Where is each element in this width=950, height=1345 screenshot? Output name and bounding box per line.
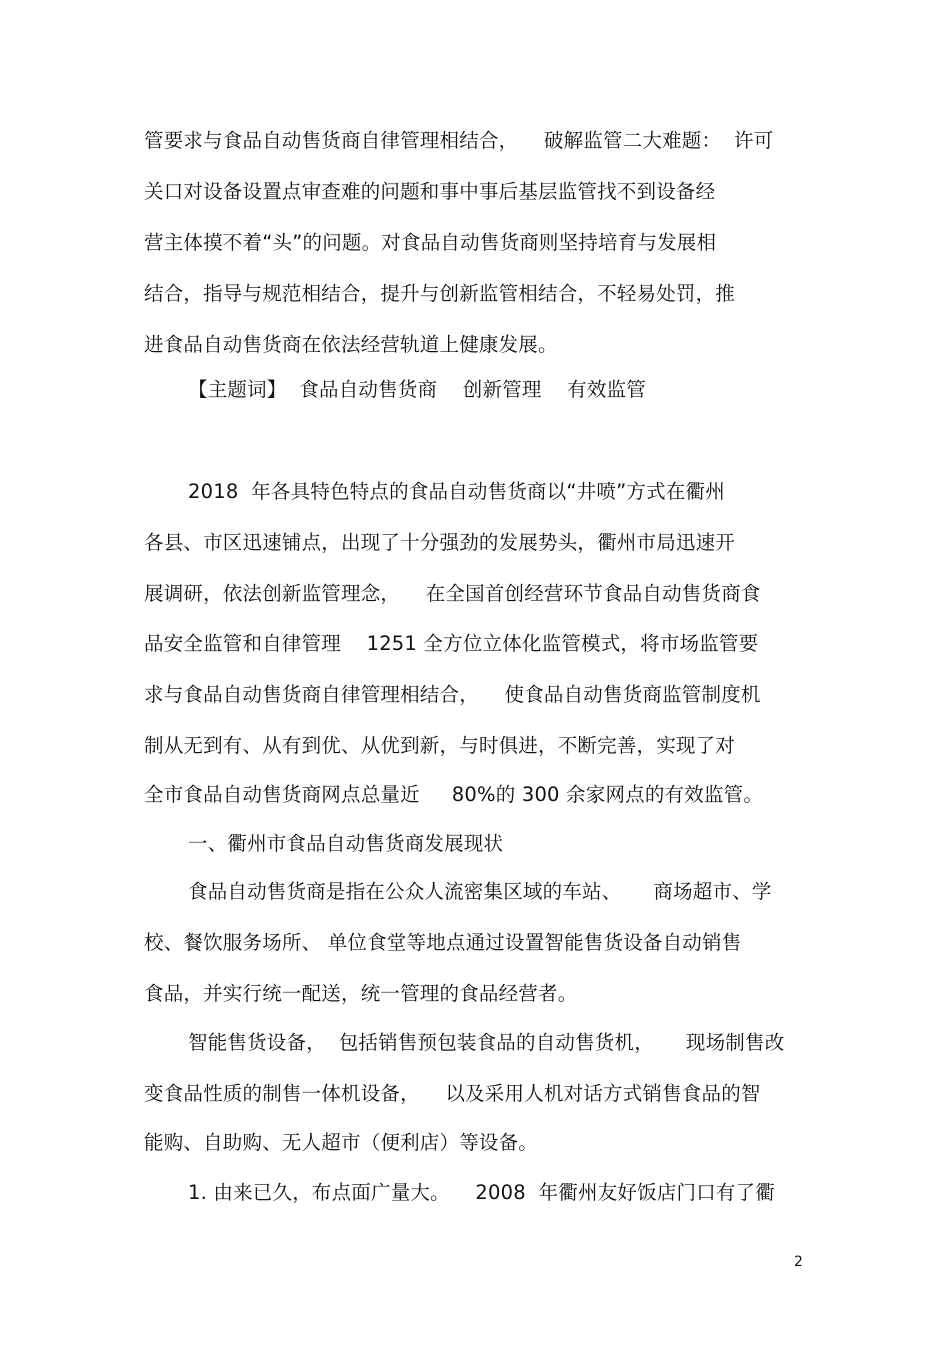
- text-line: 展调研，依法创新监管理念， 在全国首创经营环节食品自动售货商食: [144, 582, 761, 605]
- text-line: 求与食品自动售货商自律管理相结合， 使食品自动售货商监管制度机: [144, 683, 761, 706]
- text-line: 制从无到有、从有到优、从优到新，与时俱进，不断完善，实现了对: [144, 734, 736, 757]
- section-heading: 一、衢州市食品自动售货商发展现状: [188, 832, 504, 855]
- text-line: 各县、市区迅速铺点，出现了十分强劲的发展势头，衢州市局迅速开: [144, 531, 736, 554]
- text-line: 管要求与食品自动售货商自律管理相结合， 破解监管二大难题： 许可: [144, 129, 774, 152]
- text-line: 全市食品自动售货商网点总量近 80%的 300 余家网点的有效监管。: [144, 783, 764, 806]
- text-line: 智能售货设备， 包括销售预包装食品的自动售货机， 现场制售改: [188, 1031, 785, 1054]
- text-line: 2018 年各具特色特点的食品自动售货商以“井喷”方式在衢州: [188, 480, 725, 503]
- text-line: 校、餐饮服务场所、 单位食堂等地点通过设置智能售货设备自动销售: [144, 931, 742, 954]
- text-line: 1. 由来已久，布点面广量大。 2008 年衢州友好饭店门口有了衢: [188, 1181, 776, 1204]
- keywords-line: 【主题词】 食品自动售货商 创新管理 有效监管: [188, 378, 646, 401]
- text-line: 能购、自助购、无人超市（便利店）等设备。: [144, 1131, 539, 1154]
- text-line: 营主体摸不着“头”的问题。对食品自动售货商则坚持培育与发展相: [144, 231, 717, 254]
- text-line: 变食品性质的制售一体机设备， 以及采用人机对话方式销售食品的智: [144, 1082, 761, 1105]
- text-line: 品安全监管和自律管理 1251 全方位立体化监管模式，将市场监管要: [144, 632, 759, 655]
- text-line: 进食品自动售货商在依法经营轨道上健康发展。: [144, 333, 558, 356]
- page-number: 2: [794, 1254, 803, 1270]
- text-line: 关口对设备设置点审查难的问题和事中事后基层监管找不到设备经: [144, 180, 716, 203]
- text-line: 食品，并实行统一配送，统一管理的食品经营者。: [144, 982, 578, 1005]
- text-line: 结合，指导与规范相结合，提升与创新监管相结合，不轻易处罚，推: [144, 282, 736, 305]
- text-line: 食品自动售货商是指在公众人流密集区域的车站、 商场超市、学: [188, 880, 772, 903]
